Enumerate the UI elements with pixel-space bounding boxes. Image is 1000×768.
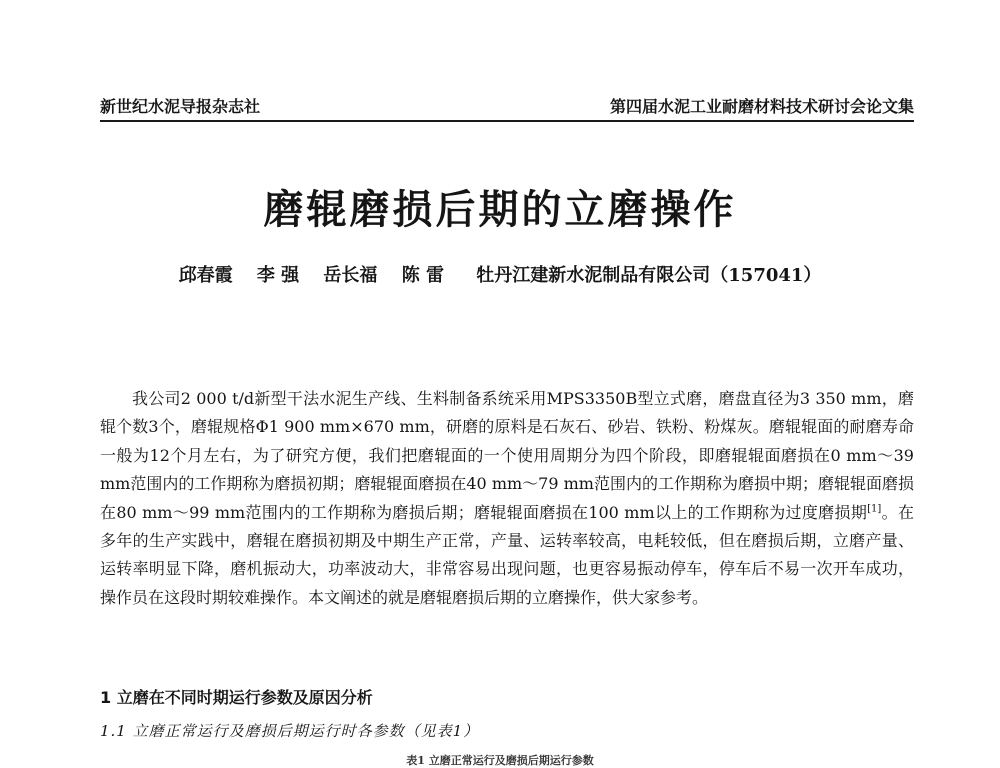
publisher-name: 新世纪水泥导报杂志社 xyxy=(100,97,261,116)
affiliation: 牡丹江建新水泥制品有限公司（157041） xyxy=(476,265,822,286)
author-4: 陈 雷 xyxy=(401,265,444,286)
intro-paragraph xyxy=(100,385,914,612)
section-heading-1: 1 立磨在不同时期运行参数及原因分析 xyxy=(100,688,373,707)
intro-text-part-2: 。在多年的生产实践中，磨辊在磨损初期及中期生产正常，产量、运转率较高，电耗较低，但在磨损后期，立磨产量、运转率明显下降，磨机振动大，功率波动大，非常容易出现问题，也更容易振动停车，停车后不易一次开车成功，操作员在这段时期较难操作。本文阐述的就是磨辊磨损后期的立磨操作，供大家参考。 xyxy=(100,502,914,607)
table-caption: 表1 立磨正常运行及磨损后期运行参数 xyxy=(406,754,594,767)
running-header xyxy=(100,88,914,122)
intro-text-part-1: 我公司2 000 t/d新型干法水泥生产线、生料制备系统采用MPS3350B型立式磨，磨盘直径为3 350 mm，磨辊个数3个，磨辊规格Φ1 900 mm×670 mm，研磨的原料是石灰石、砂岩、铁粉、粉煤灰。磨辊辊面的耐磨寿命一般为12个月左右，为了研究方便，我们把磨辊面的一个使用周期分为四个阶段，即磨辊辊面磨损在0 mm～39 mm范围内的工作期称为磨损初期；磨辊辊面磨损在40 mm～79 mm范围内的工作期称为磨损中期；磨辊辊面磨损在80 mm～99 mm范围内的工作期称为磨损后期；磨辊辊面磨损在100 mm以上的工作期称为过度磨损期 xyxy=(100,389,914,522)
author-line xyxy=(0,262,1000,290)
paper-title: 磨辊磨损后期的立磨操作 xyxy=(263,186,737,233)
reference-citation: [1] xyxy=(867,503,882,515)
proceedings-title: 第四届水泥工业耐磨材料技术研讨会论文集 xyxy=(609,97,914,116)
section-heading-1-1: 1.1 立磨正常运行及磨损后期运行时各参数（见表1） xyxy=(100,722,480,740)
author-1: 邱春霞 xyxy=(178,265,233,286)
author-3: 岳长福 xyxy=(323,265,378,286)
author-2: 李 强 xyxy=(256,265,300,286)
